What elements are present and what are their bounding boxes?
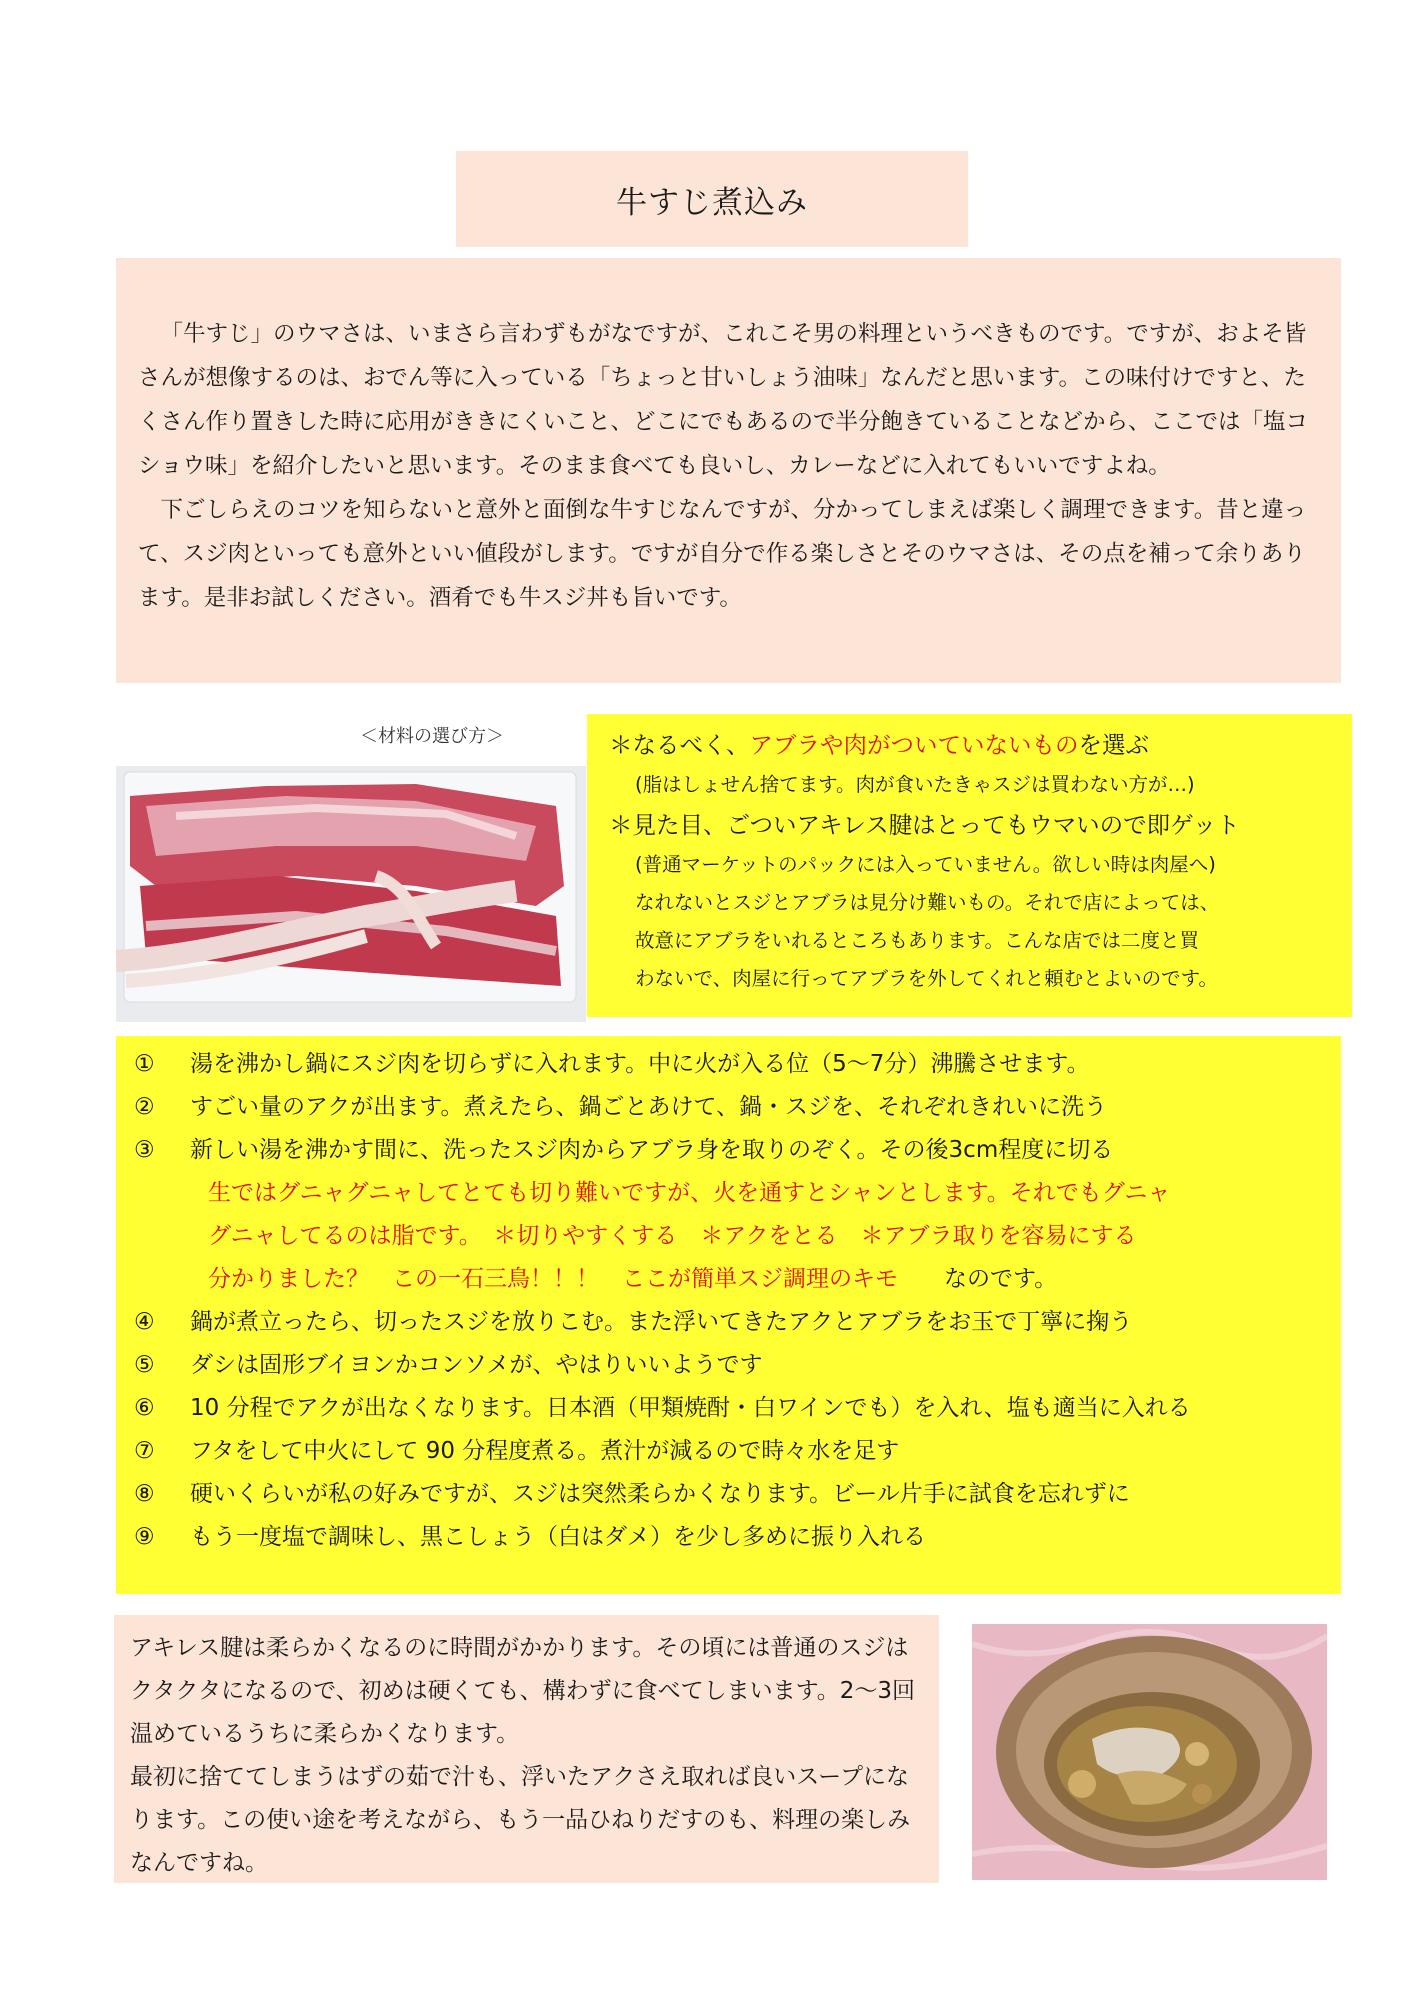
step-8: ⑧ 硬いくらいが私の好みですが、スジは突然柔らかくなります。ビール片手に試食を忘れずに — [134, 1481, 1130, 1507]
selection-item-1-note: (脂はしょせん捨てます。肉が食いたきゃスジは買わない方が…) — [635, 773, 1195, 796]
selection-item-2-note-3: 故意にアブラをいれるところもあります。こんな店では二度と買 — [635, 929, 1199, 952]
selection-caption: ＜材料の選び方＞ — [360, 726, 504, 747]
closing-paragraph-2: 最初に捨ててしまうはずの茹で汁も、浮いたアクさえ取れば良いスープになります。この使い途を考えながら、もう一品ひねりだすのも、料理の楽しみなんですね。 — [130, 1764, 911, 1876]
page-title: 牛すじ煮込み — [616, 184, 808, 221]
step-3-note-line-1: 生ではグニャグニャしてとても切り難いですが、火を通すとシャンとします。それでもグニャ — [208, 1180, 1171, 1206]
intro-paragraph-1: 「牛すじ」のウマさは、いまさら言わずもがなですが、これこそ男の料理というべきものです。ですが、およそ皆さんが想像するのは、おでん等に入っている「ちょっと甘いしょう油味」なんだと思います。この味付けですと、たくさん作り置きした時に応用がききにくいこと、どこにでもあるので半分飽きていることなどから、ここでは「塩コショウ味」を紹介したいと思います。そのまま食べても良いし、カレーなどに入れてもいいですよね。 — [138, 321, 1309, 479]
stewed-beef-tendon-bowl-photo — [972, 1624, 1327, 1880]
selection-item-2-note-4: わないで、肉屋に行ってアブラを外してくれと頼むとよいのです。 — [635, 967, 1219, 990]
step-9: ⑨ もう一度塩で調味し、黒こしょう（白はダメ）を少し多めに振り入れる — [134, 1524, 926, 1550]
closing-notes — [114, 1615, 939, 1883]
step-4: ④ 鍋が煮立ったら、切ったスジを放りこむ。また浮いてきたアクとアブラをお玉で丁寧に掬う — [134, 1309, 1133, 1335]
selection-item-1: ＊なるべく、アブラや肉がついていないものを選ぶ — [609, 731, 1150, 759]
step-3-note-line-3: 分かりました？ この一石三鳥！！！ ここが簡単スジ調理のキモ なのです。 — [208, 1266, 1058, 1292]
step-1: ① 湯を沸かし鍋にスジ肉を切らずに入れます。中に火が入る位（5～7分）沸騰させます。 — [134, 1051, 1090, 1077]
intro-section — [116, 258, 1341, 683]
selection-item-2-note-2: なれないとスジとアブラは見分け難いもの。それで店によっては、 — [635, 891, 1220, 914]
step-5: ⑤ ダシは固形ブイヨンかコンソメが、やはりいいようです — [134, 1352, 763, 1378]
intro-paragraph-2: 下ごしらえのコツを知らないと意外と面倒な牛すじなんですが、分かってしまえば楽しく調理できます。昔と違って、スジ肉といっても意外といい値段がします。ですが自分で作る楽しさとそのウマさは、その点を補って余りあります。是非お試しください。酒肴でも牛スジ丼も旨いです。 — [138, 497, 1307, 611]
raw-beef-tendon-photo — [116, 766, 586, 1022]
selection-item-2-note-1: (普通マーケットのパックには入っていません。欲しい時は肉屋へ) — [635, 853, 1216, 876]
step-3: ③ 新しい湯を沸かす間に、洗ったスジ肉からアブラ身を取りのぞく。その後3cm程度に切る — [134, 1137, 1114, 1163]
selection-item-2: ＊見た目、ごついアキレス腱はとってもウマいので即ゲット — [609, 811, 1240, 839]
step-2: ② すごい量のアクが出ます。煮えたら、鍋ごとあけて、鍋・スジを、それぞれきれいに洗う — [134, 1094, 1108, 1120]
step-7: ⑦ フタをして中火にして 90 分程度煮る。煮汁が減るので時々水を足す — [134, 1438, 900, 1464]
selection-tips — [587, 714, 1352, 1017]
closing-paragraph-1: アキレス腱は柔らかくなるのに時間がかかります。その頃には普通のスジはクタクタになるので、初めは硬くても、構わずに食べてしまいます。2～3回温めているうちに柔らかくなります。 — [130, 1635, 916, 1747]
step-6: ⑥ 10 分程でアクが出なくなります。日本酒（甲類焼酎・白ワインでも）を入れ、塩も適当に入れる — [134, 1395, 1191, 1421]
title-box — [456, 151, 968, 247]
cooking-steps — [116, 1036, 1341, 1594]
step-3-note-line-2: グニャしてるのは脂です。 ＊切りやすくする ＊アクをとる ＊アブラ取りを容易にする — [208, 1223, 1137, 1249]
